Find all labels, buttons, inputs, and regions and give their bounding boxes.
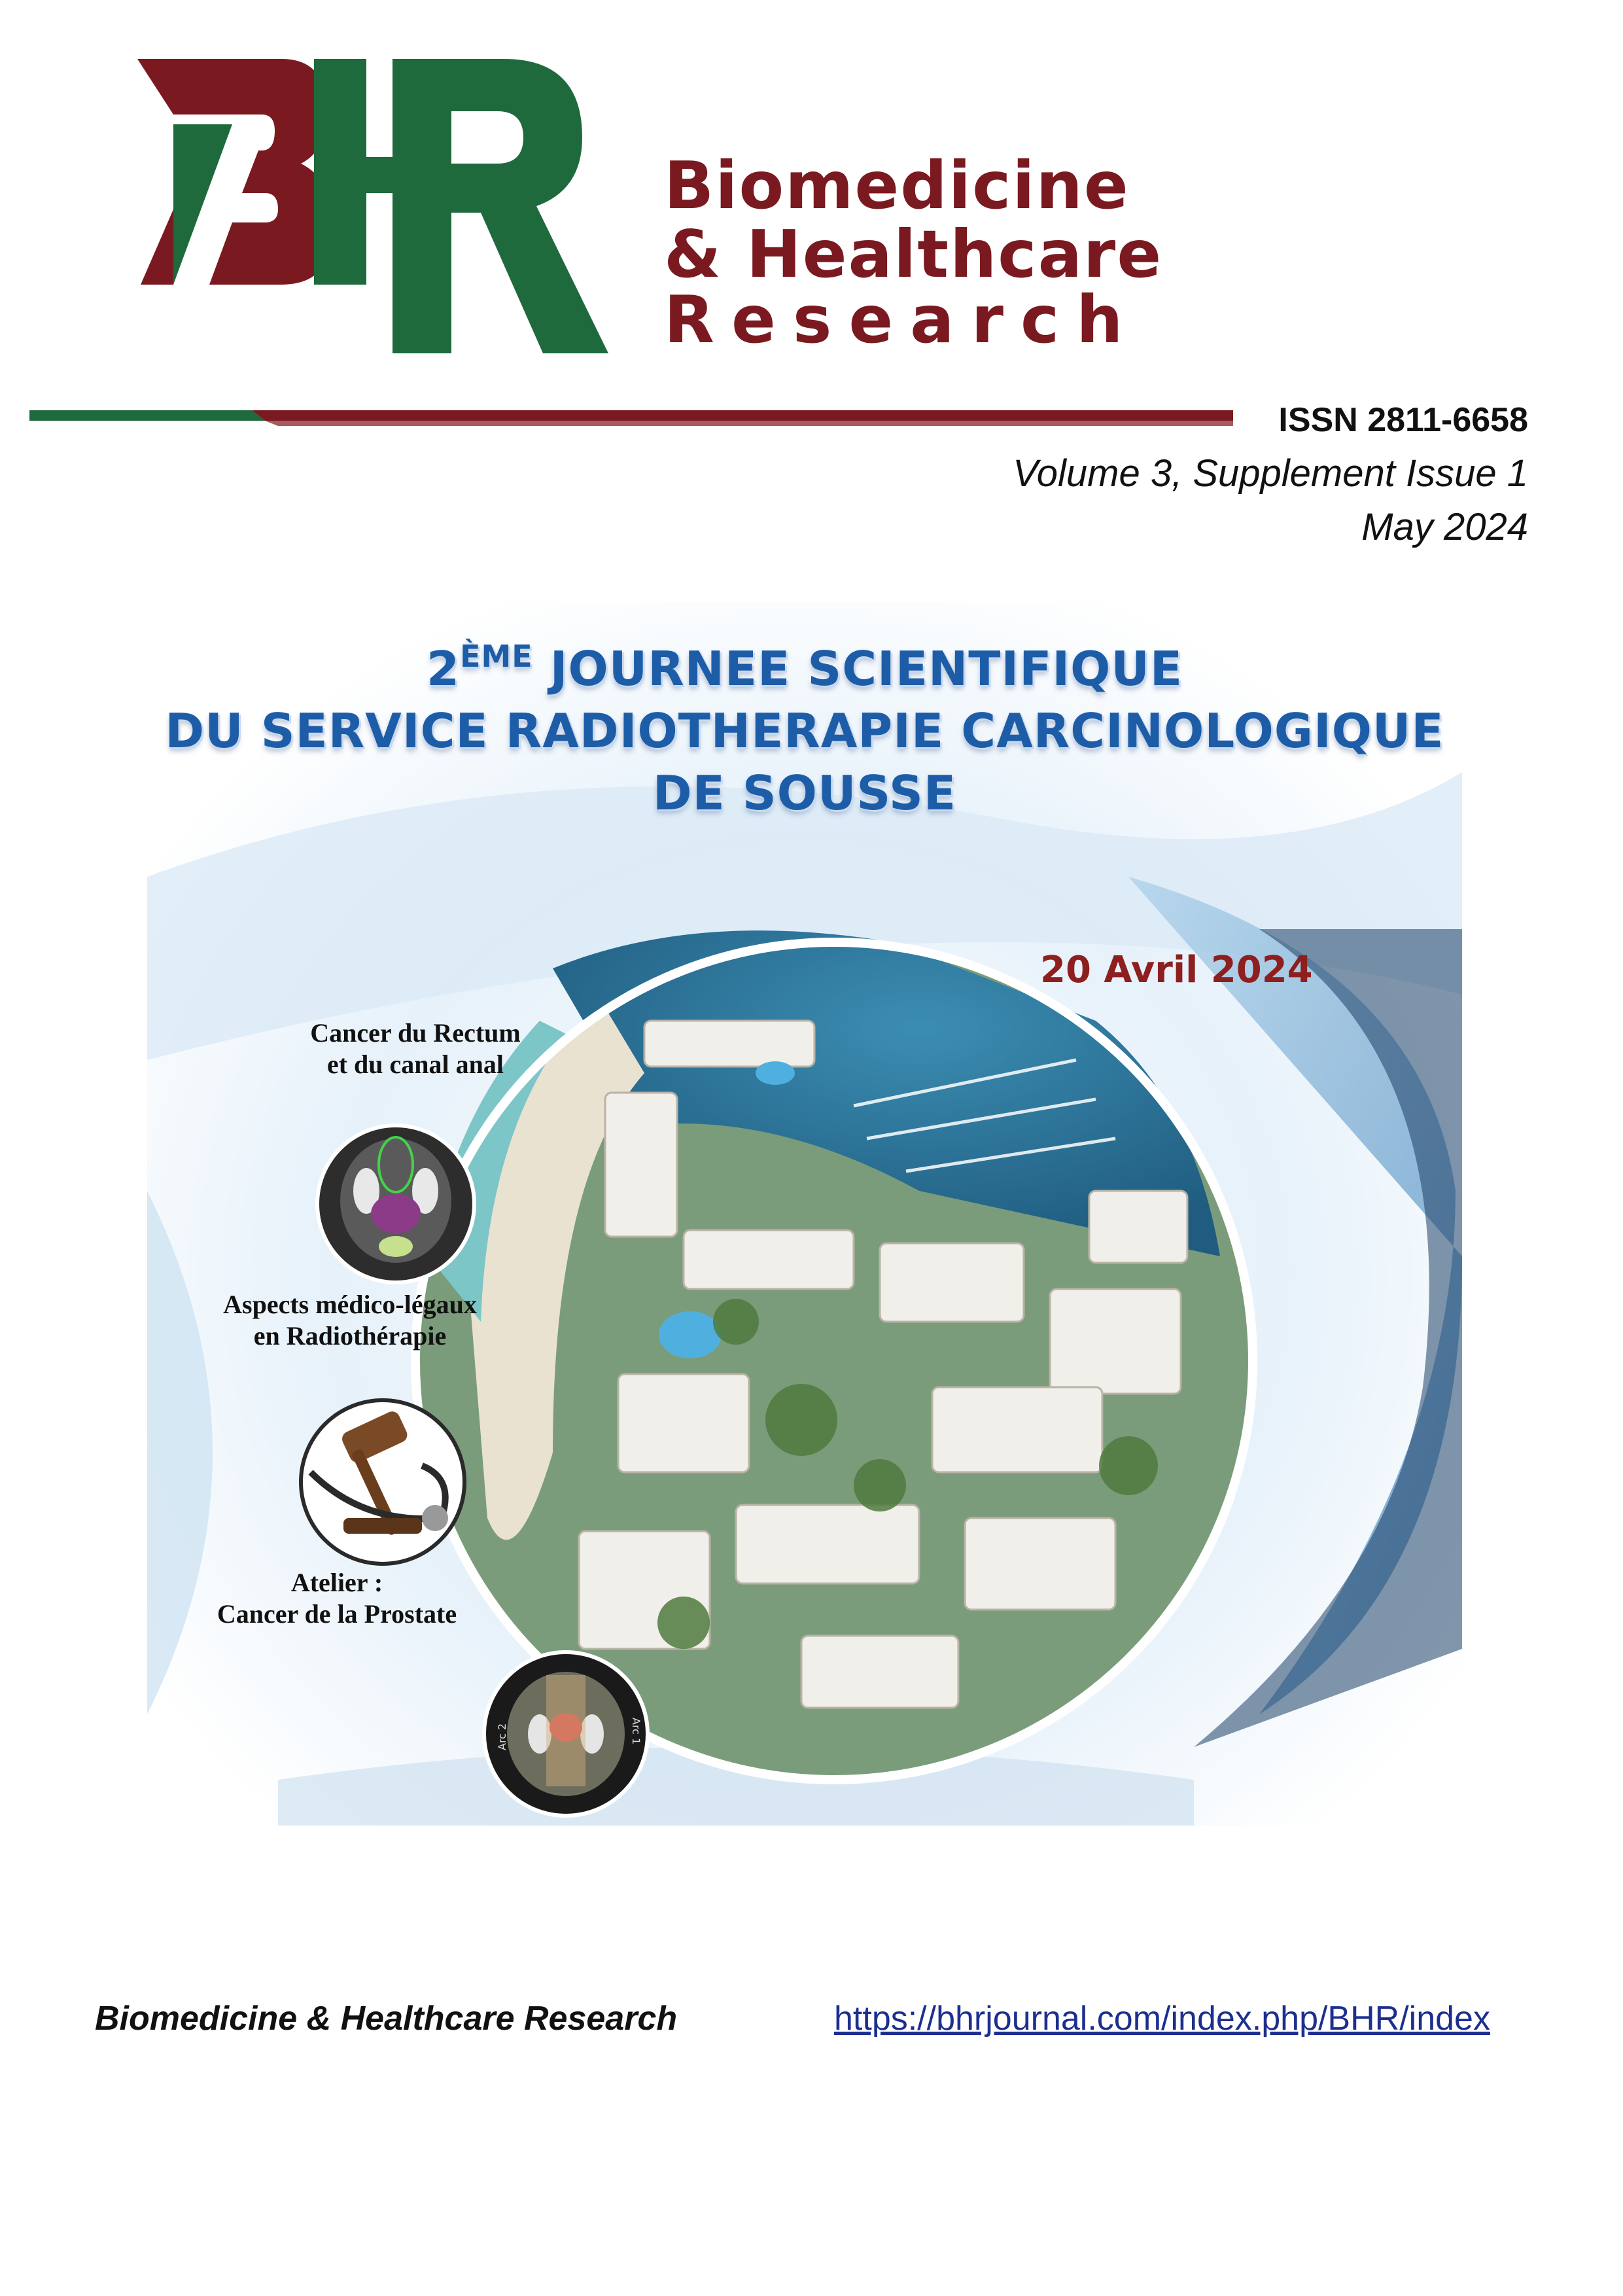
gavel-stethoscope-image [301, 1400, 464, 1564]
issn-number: ISSN 2811-6658 [1278, 401, 1528, 439]
volume-issue: Volume 3, Supplement Issue 1 [1013, 452, 1528, 495]
footer-journal-name: Biomedicine & Healthcare Research [95, 2000, 678, 2038]
journal-name-line-2: & Healthcare [664, 216, 1163, 292]
ct-scan-rectum-image [317, 1125, 474, 1282]
journal-name-line-3: Research [664, 281, 1140, 358]
journal-name-line-1: Biomedicine [664, 147, 1130, 224]
arc-2-label: Arc 2 [496, 1723, 508, 1750]
cover-poster [147, 602, 1462, 1826]
ct-scan-prostate-image [484, 1652, 648, 1816]
header-divider [29, 402, 1233, 429]
topic-prostate-workshop: Atelier : Cancer de la Prostate [217, 1568, 457, 1629]
event-date: 20 Avril 2024 [1040, 949, 1313, 991]
journal-url-link[interactable]: https://bhrjournal.com/index.php/BHR/index [834, 2000, 1490, 2038]
bhr-logo-mark [111, 59, 648, 353]
poster-title-line-1: 2ÈME JOURNEE SCIENTIFIQUE [426, 639, 1183, 696]
arc-1-label: Arc 1 [630, 1718, 642, 1745]
topic-rectum: Cancer du Rectum et du canal anal [310, 1018, 521, 1079]
poster-title-line-2: DU SERVICE RADIOTHERAPIE CARCINOLOGIQUE [165, 703, 1444, 758]
issue-date: May 2024 [1361, 506, 1528, 548]
topic-medico-legal: Aspects médico-légaux en Radiothérapie [223, 1290, 477, 1351]
poster-title-line-3: DE SOUSSE [652, 766, 957, 821]
logo-letter-b [111, 59, 334, 285]
logo-letter-r [393, 59, 608, 353]
logo-b-maroon-tail [141, 209, 173, 285]
